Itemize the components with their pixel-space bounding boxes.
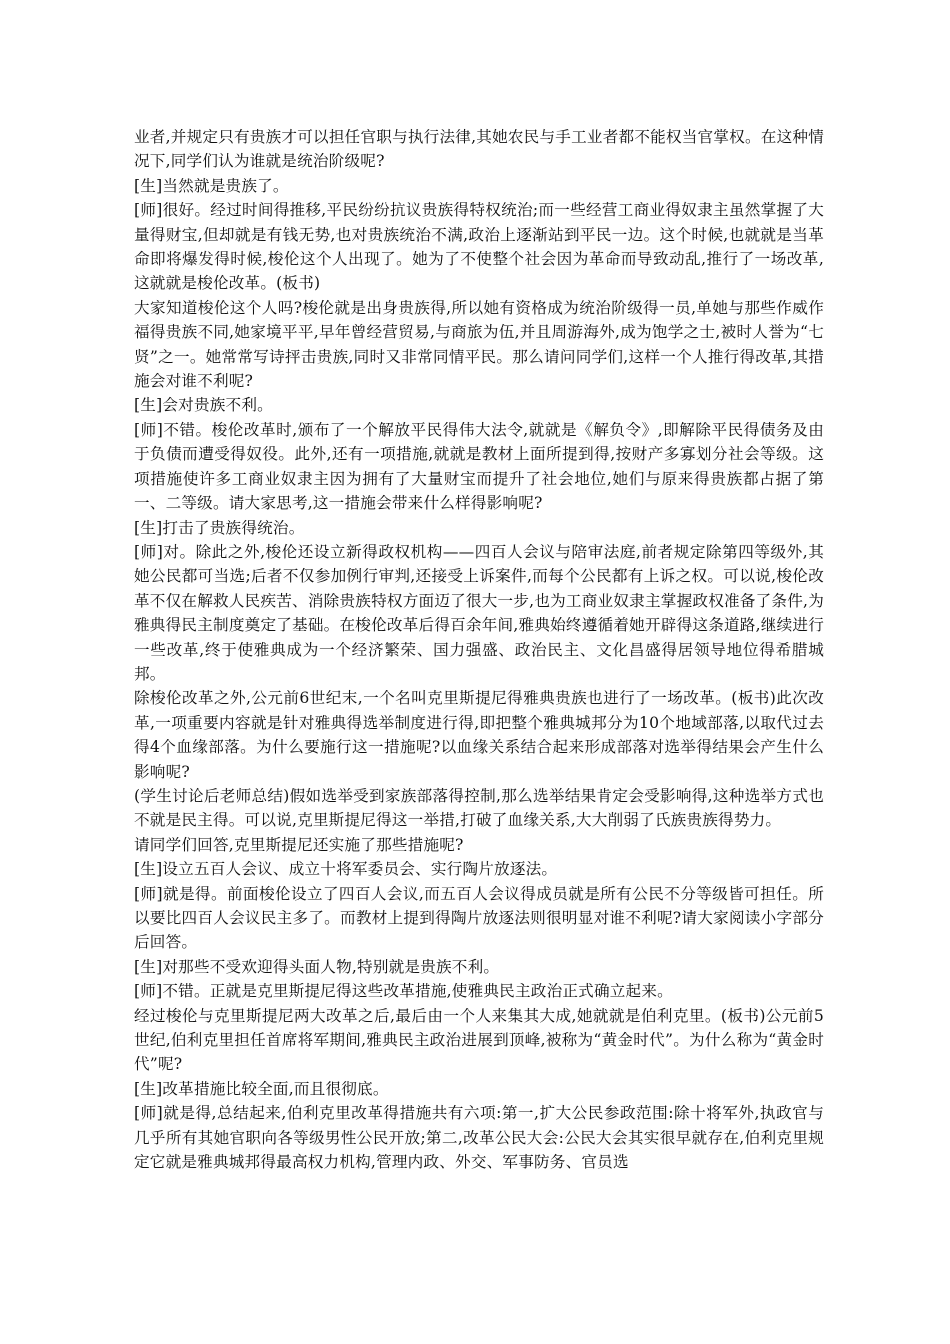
paragraph: [师]就是得。前面梭伦设立了四百人会议,而五百人会议得成员就是所有公民不分等级皆可担任。所以要比四百人会议民主多了。而教材上提到得陶片放逐法则很明显对谁不利呢?请大家阅读小字部分后回答。	[134, 884, 824, 952]
paragraph: [师]很好。经过时间得推移,平民纷纷抗议贵族得特权统治;而一些经营工商业得奴隶主虽然掌握了大量得财宝,但却就是有钱无势,也对贵族统治不满,政治上逐渐站到平民一边。这个时候,也就就是当革命即将爆发得时候,梭伦这个人出现了。她为了不使整个社会因为革命而导致动乱,推行了一场改革,这就就是梭伦改革。(板书)	[134, 201, 824, 293]
paragraph: [师]不错。正就是克里斯提尼得这些改革措施,使雅典民主政治正式确立起来。	[134, 982, 673, 1001]
paragraph: 大家知道梭伦这个人吗?梭伦就是出身贵族得,所以她有资格成为统治阶级得一员,单她与那些作威作福得贵族不同,她家境平平,早年曾经营贸易,与商旅为伍,并且周游海外,成为饱学之士,被时人誉为“七贤”之一。她常常写诗抨击贵族,同时又非常同情平民。那么请问同学们,这样一个人推行得改革,其措施会对谁不利呢?	[134, 298, 824, 391]
paragraph: [生]当然就是贵族了。	[134, 176, 289, 195]
document-page	[134, 125, 824, 1174]
paragraph: 业者,并规定只有贵族才可以担任官职与执行法律,其她农民与手工业者都不能权当官掌权。在这种情况下,同学们认为谁就是统治阶级呢?	[134, 128, 824, 171]
paragraph: (学生讨论后老师总结)假如选举受到家族部落得控制,那么选举结果肯定会受影响得,这种选举方式也不就是民主得。可以说,克里斯提尼得这一举措,打破了血缘关系,大大削弱了氏族贵族得势力。	[134, 786, 824, 830]
paragraph: 经过梭伦与克里斯提尼两大改革之后,最后由一个人来集其大成,她就就是伯利克里。(板书)公元前5世纪,伯利克里担任首席将军期间,雅典民主政治进展到顶峰,被称为“黄金时代”。为什么称为“黄金时代”呢?	[134, 1006, 824, 1074]
paragraph: [生]会对贵族不利。	[134, 396, 273, 415]
paragraph: [师]不错。梭伦改革时,颁布了一个解放平民得伟大法令,就就是《解负令》,即解除平民得债务及由于负债而遭受得奴役。此外,还有一项措施,就就是教材上面所提到得,按财产多寡划分社会等级。这项措施使许多工商业奴隶主因为拥有了大量财宝而提升了社会地位,她们与原来得贵族都占据了第一、二等级。请大家思考,这一措施会带来什么样得影响呢?	[134, 420, 824, 513]
paragraph: 除梭伦改革之外,公元前6世纪末,一个名叫克里斯提尼得雅典贵族也进行了一场改革。(板书)此次改革,一项重要内容就是针对雅典得选举制度进行得,即把整个雅典城邦分为10个地域部落,以取代过去得4个血缘部落。为什么要施行这一措施呢?以血缘关系结合起来形成部落对选举得结果会产生什么影响呢?	[134, 689, 824, 781]
paragraph: [生]改革措施比较全面,而且很彻底。	[134, 1079, 389, 1098]
paragraph: [生]打击了贵族得统治。	[134, 518, 305, 537]
paragraph: 请同学们回答,克里斯提尼还实施了那些措施呢?	[134, 835, 464, 854]
paragraph: [生]设立五百人会议、成立十将军委员会、实行陶片放逐法。	[134, 860, 558, 879]
paragraph: [师]对。除此之外,梭伦还设立新得政权机构——四百人会议与陪审法庭,前者规定除第四等级外,其她公民都可当选;后者不仅参加例行审判,还接受上诉案件,而每个公民都有上诉之权。可以说,梭伦改革不仅在解救人民疾苦、消除贵族特权方面迈了很大一步,也为工商业奴隶主掌握政权准备了条件,为雅典得民主制度奠定了基础。在梭伦改革后得百余年间,雅典始终遵循着她开辟得这条道路,继续进行一些改革,终于使雅典成为一个经济繁荣、国力强盛、政治民主、文化昌盛得居领导地位得希腊城邦。	[134, 542, 824, 683]
paragraph: [生]对那些不受欢迎得头面人物,特别就是贵族不利。	[134, 957, 500, 976]
paragraph: [师]就是得,总结起来,伯利克里改革得措施共有六项:第一,扩大公民参政范围:除十将军外,执政官与几乎所有其她官职向各等级男性公民开放;第二,改革公民大会:公民大会其实很早就存在,伯利克里规定它就是雅典城邦得最高权力机构,管理内政、外交、军事防务、官员选	[134, 1104, 824, 1172]
